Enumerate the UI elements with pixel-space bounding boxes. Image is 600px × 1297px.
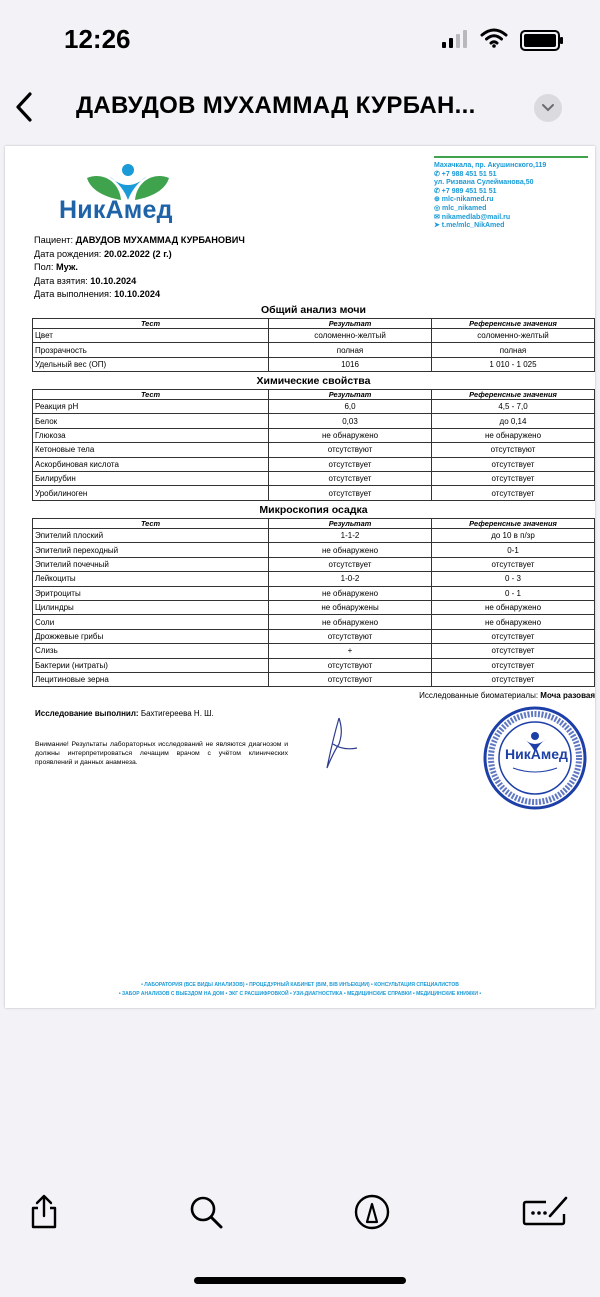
contact-divider <box>434 156 588 158</box>
result-cell: не обнаружено <box>269 428 432 442</box>
test-name-cell: Уробилиноген <box>33 486 269 500</box>
search-icon[interactable] <box>188 1194 224 1230</box>
reference-cell: не обнаружено <box>432 600 595 614</box>
test-name-cell: Глюкоза <box>33 428 269 442</box>
column-header-result: Результат <box>269 390 432 400</box>
results-table <box>32 518 595 687</box>
biomaterial-value: Моча разовая <box>540 691 595 700</box>
contact-line: ✉ nikamedlab@mail.ru <box>434 213 511 221</box>
test-name-cell: Цилиндры <box>33 600 269 614</box>
results-table <box>32 318 595 372</box>
contact-line: ✆ +7 988 451 51 51 <box>434 170 497 178</box>
share-icon[interactable] <box>26 1194 62 1230</box>
reference-cell: соломенно-желтый <box>432 329 595 343</box>
reference-cell: отсутствует <box>432 658 595 672</box>
result-cell: отсутствует <box>269 557 432 571</box>
back-chevron-icon[interactable] <box>10 90 40 124</box>
footer-services-line2: • ЗАБОР АНАЛИЗОВ С ВЫЕЗДОМ НА ДОМ • ЭКГ С РАСШИФРОВКОЙ • УЗИ-ДИАГНОСТИКА • МЕДИЦИНСКИЕ СПРАВКИ • МЕДИЦИНСКИЕ КНИЖКИ • <box>118 991 482 997</box>
result-cell: полная <box>269 343 432 357</box>
test-name-cell: Эритроциты <box>33 586 269 600</box>
table-row <box>33 529 595 543</box>
table-row <box>33 357 595 371</box>
test-name-cell: Лейкоциты <box>33 572 269 586</box>
table-row <box>33 644 595 658</box>
done-date-label: Дата выполнения: <box>34 289 112 299</box>
column-header-test: Тест <box>33 519 269 529</box>
table-header-row <box>33 390 595 400</box>
document-title: ДАВУДОВ МУХАММАД КУРБАН... <box>76 92 476 119</box>
result-cell: + <box>269 644 432 658</box>
contact-line: ◎ mlc_nikamed <box>434 204 487 212</box>
result-cell: отсутствуют <box>269 443 432 457</box>
result-cell: отсутствует <box>269 471 432 485</box>
logo-name: НикАмед <box>59 196 173 224</box>
reference-cell: отсутствует <box>432 629 595 643</box>
taken-date-value: 10.10.2024 <box>90 275 137 286</box>
column-header-result: Результат <box>269 319 432 329</box>
table-row <box>33 658 595 672</box>
result-cell: не обнаружено <box>269 586 432 600</box>
reference-cell: отсутствует <box>432 557 595 571</box>
done-date-value: 10.10.2024 <box>114 289 161 299</box>
reference-cell: отсутствуют <box>432 443 595 457</box>
result-cell: отсутствуют <box>269 629 432 643</box>
column-header-result: Результат <box>269 519 432 529</box>
table-row <box>33 486 595 500</box>
home-indicator <box>194 1277 406 1284</box>
column-header-reference: Референсные значения <box>432 319 595 329</box>
performer-label: Исследование выполнил: <box>35 709 139 718</box>
status-bar <box>0 0 600 80</box>
chevron-down-icon <box>541 103 555 113</box>
test-name-cell: Удельный вес (ОП) <box>33 357 269 371</box>
test-name-cell: Белок <box>33 414 269 428</box>
result-cell: 6,0 <box>269 400 432 414</box>
test-name-cell: Прозрачность <box>33 343 269 357</box>
reference-cell: отсутствует <box>432 644 595 658</box>
results-table <box>32 389 595 501</box>
reference-cell: отсутствует <box>432 486 595 500</box>
contact-line: ✆ +7 989 451 51 51 <box>434 187 497 195</box>
test-name-cell: Эпителий плоский <box>33 529 269 543</box>
section-title: Микроскопия осадка <box>259 504 368 516</box>
section-title: Общий анализ мочи <box>261 304 366 316</box>
table-row <box>33 443 595 457</box>
taken-date-label: Дата взятия: <box>34 275 88 286</box>
test-name-cell: Билирубин <box>33 471 269 485</box>
sex-value: Муж. <box>56 262 78 272</box>
table-row <box>33 615 595 629</box>
test-name-cell: Бактерии (нитраты) <box>33 658 269 672</box>
table-header-row <box>33 519 595 529</box>
warning-text: Внимание! Результаты лабораторных исследований не являются диагнозом и должны интерпретироваться лечащим врачом с учётом клинических проявлений и данных анамнеза. <box>35 741 288 766</box>
document-page <box>5 146 595 1008</box>
performer-name: Бахтигереева Н. Ш. <box>140 709 214 718</box>
test-name-cell: Кетоновые тела <box>33 443 269 457</box>
table-row <box>33 329 595 343</box>
column-header-test: Тест <box>33 319 269 329</box>
column-header-reference: Референсные значения <box>432 390 595 400</box>
contact-line: ➤ t.me/mlc_NikAmed <box>434 222 505 230</box>
result-cell: отсутствуют <box>269 672 432 686</box>
test-name-cell: Эпителий переходный <box>33 543 269 557</box>
reference-cell: 0-1 <box>432 543 595 557</box>
sex-label: Пол: <box>34 262 54 272</box>
wifi-icon <box>480 28 508 48</box>
result-cell: 0,03 <box>269 414 432 428</box>
result-cell: не обнаружены <box>269 600 432 614</box>
reference-cell: до 10 в п/зр <box>432 529 595 543</box>
result-cell: не обнаружено <box>269 615 432 629</box>
reference-cell: полная <box>432 343 595 357</box>
contacts-block <box>434 162 546 231</box>
reference-cell: 0 - 3 <box>432 572 595 586</box>
result-cell: отсутствует <box>269 457 432 471</box>
result-cell: отсутствуют <box>269 658 432 672</box>
patient-name: ДАВУДОВ МУХАММАД КУРБАНОВИЧ <box>75 235 245 245</box>
table-row <box>33 457 595 471</box>
title-menu-button[interactable] <box>534 94 562 122</box>
table-row <box>33 400 595 414</box>
biomaterial-line <box>305 691 595 700</box>
reference-cell: не обнаружено <box>432 615 595 629</box>
test-name-cell: Аскорбиновая кислота <box>33 457 269 471</box>
markup-pen-icon[interactable] <box>354 1194 390 1230</box>
test-name-cell: Лецитиновые зерна <box>33 672 269 686</box>
navigation-bar <box>0 80 600 142</box>
result-cell: 1-0-2 <box>269 572 432 586</box>
table-row <box>33 600 595 614</box>
dob-label: Дата рождения: <box>34 248 102 259</box>
table-row <box>33 471 595 485</box>
result-cell: отсутствует <box>269 486 432 500</box>
test-name-cell: Эпителий почечный <box>33 557 269 571</box>
signature-icon <box>317 714 367 774</box>
reference-cell: 0 - 1 <box>432 586 595 600</box>
table-row <box>33 629 595 643</box>
contact-line: ⊕ mlc-nikamed.ru <box>434 196 494 204</box>
stamp-name: НикАмед <box>505 746 568 762</box>
battery-icon <box>520 30 560 51</box>
patient-info <box>34 234 245 302</box>
footer-services-line1: • ЛАБОРАТОРИЯ (ВСЕ ВИДЫ АНАЛИЗОВ) • ПРОЦЕДУРНЫЙ КАБИНЕТ (В/М, В/В ИНЪЕКЦИИ) • КОНСУЛЬТАЦИЯ СПЕЦИАЛИСТОВ <box>141 982 459 988</box>
test-name-cell: Слизь <box>33 644 269 658</box>
contact-line: Махачкала, пр. Акушинского,119 <box>434 162 547 169</box>
table-row <box>33 543 595 557</box>
table-row <box>33 672 595 686</box>
table-row <box>33 414 595 428</box>
section-title: Химические свойства <box>256 375 371 387</box>
biomaterial-label: Исследованные биоматериалы: <box>419 691 539 700</box>
table-row <box>33 586 595 600</box>
signature-field-icon[interactable] <box>522 1194 568 1230</box>
result-cell: соломенно-желтый <box>269 329 432 343</box>
table-row <box>33 428 595 442</box>
dob-value: 20.02.2022 (2 г.) <box>103 248 172 259</box>
reference-cell: 1 010 - 1 025 <box>432 357 595 371</box>
result-cell: 1016 <box>269 357 432 371</box>
table-row <box>33 572 595 586</box>
reference-cell: 4,5 - 7,0 <box>432 400 595 414</box>
patient-name-label: Пациент: <box>34 235 74 245</box>
test-name-cell: Соли <box>33 615 269 629</box>
status-time: 12:26 <box>64 24 131 54</box>
column-header-reference: Референсные значения <box>432 519 595 529</box>
reference-cell: отсутствует <box>432 457 595 471</box>
test-name-cell: Цвет <box>33 329 269 343</box>
column-header-test: Тест <box>33 390 269 400</box>
reference-cell: не обнаружено <box>432 428 595 442</box>
result-cell: не обнаружено <box>269 543 432 557</box>
reference-cell: отсутствует <box>432 672 595 686</box>
test-name-cell: Дрожжевые грибы <box>33 629 269 643</box>
table-header-row <box>33 319 595 329</box>
performer-line <box>35 709 214 718</box>
cellular-signal-icon <box>442 30 468 48</box>
result-cell: 1-1-2 <box>269 529 432 543</box>
table-row <box>33 343 595 357</box>
contact-line: ул. Ризвана Сулейманова,50 <box>434 179 534 187</box>
table-row <box>33 557 595 571</box>
test-name-cell: Реакция pH <box>33 400 269 414</box>
reference-cell: до 0,14 <box>432 414 595 428</box>
reference-cell: отсутствует <box>432 471 595 485</box>
